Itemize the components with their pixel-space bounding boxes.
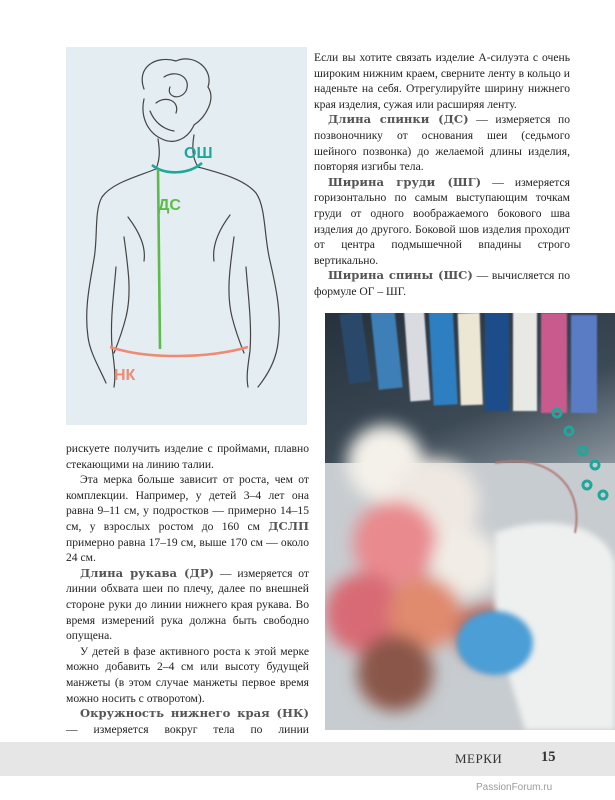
term-back-width: Ширина спины (ШС) xyxy=(328,268,473,283)
book xyxy=(571,315,597,413)
book xyxy=(340,313,372,384)
right-text-column xyxy=(314,50,570,300)
term-back-length: Длина спинки (ДС) xyxy=(328,112,469,127)
paragraph xyxy=(66,566,309,644)
book xyxy=(513,313,537,411)
term-armhole-depth: ДСЛП xyxy=(268,518,309,533)
paragraph xyxy=(314,268,570,299)
shoulder-blade xyxy=(214,215,230,261)
paragraph: Если вы хотите связать изделие А-силуэта с очень широким нижним краем, сверните ленту в кольцо и наденьте на себя. Отрегулируйте ширину нижнего края изделия, сужая или расширяя ленту. xyxy=(314,51,570,111)
term-chest-width: Ширина груди (ШГ) xyxy=(328,174,482,189)
photo-scene xyxy=(325,313,615,730)
term-sleeve-length: Длина рукава (ДР) xyxy=(80,565,215,580)
paragraph-text: — измеряется по позвоночнику от основания шеи (седьмого шейного позвонка) до желаемой длины изделия, повторяя изгибы тела. xyxy=(314,113,571,174)
book xyxy=(429,313,458,406)
paragraph-text: — вычисляется по формуле ОГ – ШГ. xyxy=(314,269,571,298)
book xyxy=(541,313,567,413)
section-title: МЕРКИ xyxy=(455,751,503,766)
book xyxy=(458,313,483,405)
torso-left xyxy=(114,237,129,353)
term-hem-circumference: Окружность нижнего края (НК) xyxy=(80,706,309,721)
knitting-photo xyxy=(325,313,615,730)
paragraph-text: — измеряется горизонтально по самым выступающим точкам груди от одного воображаемого бокового шва изделия до другого. Боковой шов изделия проходит от центра подмышечной впадины строго вертикально. xyxy=(314,175,570,267)
watermark: PassionForum.ru xyxy=(476,782,553,793)
paragraph xyxy=(314,175,570,269)
paragraph-text: Эта мерка больше зависит от роста, чем от комплекции. Например, у детей 3–4 лет она равна 9–11 см, у подростков — примерно 14–15 см, у взрослых ростом до 160 см xyxy=(66,473,309,533)
hem-measure-line xyxy=(110,347,248,356)
shoulder-blade xyxy=(128,217,144,261)
book xyxy=(485,313,509,411)
hair-strand xyxy=(150,111,174,131)
paragraph xyxy=(66,472,309,566)
yarn-ball xyxy=(457,611,533,675)
torso-right xyxy=(229,237,244,353)
hair-curl xyxy=(156,99,177,113)
paragraph-text: — измеряется вокруг тела по линии xyxy=(66,722,309,736)
right-arm-inner xyxy=(246,267,251,387)
back-length-line xyxy=(158,169,160,349)
woman-back-figure xyxy=(66,47,307,425)
book xyxy=(404,313,430,401)
measurement-illustration xyxy=(66,47,307,425)
hair-line xyxy=(142,59,211,141)
paragraph: У детей в фазе активного роста к этой мерке можно добавить 2–4 см или высоту будущей манжеты (в этом случае манжеты первое время можно носить с отворотом). xyxy=(66,644,309,705)
hair-curl xyxy=(164,74,187,97)
neck-measure-line xyxy=(152,163,202,172)
neck-line xyxy=(156,139,159,169)
page-footer-band xyxy=(0,742,615,776)
left-text-column xyxy=(66,441,309,753)
bookshelf xyxy=(340,313,597,413)
paragraph: рискуете получить изделие с проймами, плавно стекающими на линию талии. xyxy=(66,442,309,471)
label-hem: НК xyxy=(114,367,136,384)
paragraph xyxy=(314,112,570,174)
label-back: ДС xyxy=(158,197,181,214)
book xyxy=(370,313,402,390)
paragraph-text: примерно равна 17–19 см, выше 170 см — около 24 см. xyxy=(66,535,309,565)
page-number: 15 xyxy=(541,749,556,765)
label-neck: ОШ xyxy=(184,145,213,162)
paragraph-text: — измеряется от линии обхвата шеи по плечу, далее по внешней стороне руки до линии нижнего края рукава. Во время измерений рука должна быть свободно опущена. xyxy=(66,566,309,643)
